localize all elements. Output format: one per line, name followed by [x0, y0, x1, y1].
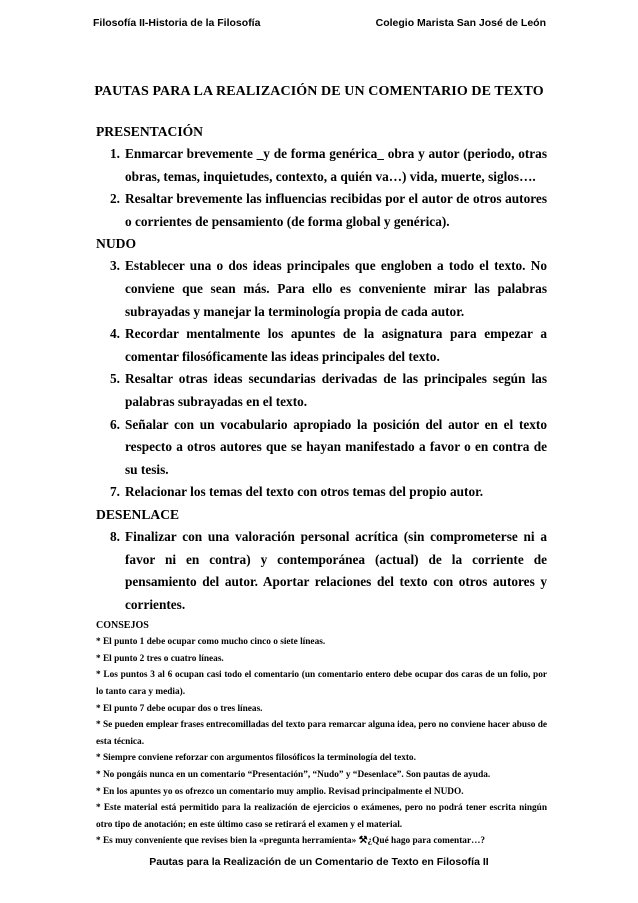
item-number: 1.: [110, 146, 120, 161]
item-text: Enmarcar brevemente _y de forma genérica_ obra y autor (periodo, otras obras, temas, inquietudes, contexto, a quién va…) vida, muerte, siglos….: [125, 146, 547, 184]
tip-item: * Este material está permitido para la realización de ejercicios o exámenes, pero no podrá tener escrita ningún otro tipo de anotación; en este último caso se retirará el examen y el material.: [96, 803, 547, 830]
item-text: Señalar con un vocabulario apropiado la posición del autor en el texto respecto a otros autores que se hayan manifestado a favor o en contra de su tesis.: [125, 416, 547, 477]
tip-item: * El punto 7 debe ocupar dos o tres líneas.: [96, 703, 263, 714]
tip-question: ¿Qué hago para comentar…?: [367, 836, 486, 847]
tip-text: * Es muy conveniente que revises bien la «pregunta herramienta»: [96, 836, 357, 847]
tip-item: * El punto 2 tres o cuatro líneas.: [96, 653, 224, 664]
item-text: Relacionar los temas del texto con otros temas del propio autor.: [125, 484, 484, 500]
page-footer: Pautas para la Realización de un Comentario de Texto en Filosofía II: [149, 856, 489, 868]
item-number: 7.: [110, 484, 120, 500]
list-item: [96, 414, 547, 482]
page-title: PAUTAS PARA LA REALIZACIÓN DE UN COMENTARIO DE TEXTO: [94, 84, 544, 99]
header-subject: Filosofía II-Historia de la Filosofía: [93, 17, 261, 29]
tip-item: * El punto 1 debe ocupar como mucho cinco o siete líneas.: [96, 637, 326, 648]
list-item: [96, 188, 547, 233]
tip-item: * Se pueden emplear frases entrecomilladas del texto para remarcar alguna idea, pero no conviene hacer abuso de esta técnica.: [96, 720, 547, 747]
item-text: Establecer una o dos ideas principales que engloben a todo el texto. No conviene que sean más. Para ello es conveniente mirar las palabras subrayadas y manejar la terminología propia de cada autor.: [125, 258, 547, 319]
section-heading-nudo: NUDO: [96, 236, 137, 252]
item-number: 3.: [110, 258, 120, 274]
item-number: 8.: [110, 528, 120, 544]
document-body: [96, 121, 547, 850]
tip-item: * Los puntos 3 al 6 ocupan casi todo el comentario (un comentario entero debe ocupar dos caras de un folio, por lo tanto cara y media).: [96, 670, 547, 698]
section-heading-desenlace: DESENLACE: [96, 506, 180, 522]
item-text: Finalizar con una valoración personal acrítica (sin comprometerse ni a favor ni en contra) y contemporánea (actual) de la corriente de pensamiento del autor. Aportar relaciones del texto con otros autores y corrientes.: [125, 528, 547, 612]
list-item: [96, 255, 547, 323]
consejos-heading: CONSEJOS: [96, 620, 149, 632]
list-item: [96, 368, 547, 413]
list-item: [96, 526, 547, 616]
tools-icon: ⚒: [358, 835, 368, 847]
item-number: 4.: [110, 326, 120, 342]
list-item: [96, 481, 547, 504]
tip-item: * En los apuntes yo os ofrezco un comentario muy amplio. Revisad principalmente el NUDO.: [96, 786, 464, 797]
tip-item: * No pongáis nunca en un comentario “Presentación”, “Nudo” y “Desenlace”. Son pautas de ayuda.: [96, 770, 491, 781]
list-item: [96, 323, 547, 368]
item-number: 2.: [110, 191, 120, 207]
item-number: 6.: [110, 416, 120, 432]
header-school: Colegio Marista San José de León: [375, 17, 546, 29]
tips-list: [96, 634, 547, 850]
item-list-desenlace: [96, 526, 547, 616]
item-text: Recordar mentalmente los apuntes de la asignatura para empezar a comentar filosóficamente las ideas principales del texto.: [125, 326, 547, 364]
item-number: 5.: [110, 371, 120, 387]
section-heading-presentacion: PRESENTACIÓN: [96, 124, 204, 139]
item-text: Resaltar otras ideas secundarias derivadas de las principales según las palabras subrayadas en el texto.: [125, 371, 547, 409]
list-item: [96, 143, 547, 188]
item-list-nudo: [96, 255, 547, 504]
tip-item: [96, 833, 547, 850]
item-list-presentacion: [96, 143, 547, 233]
tip-item: * Siempre conviene reforzar con argumentos filosóficos la terminología del texto.: [96, 753, 416, 764]
item-text: Resaltar brevemente las influencias recibidas por el autor de otros autores o corrientes de pensamiento (de forma global y genérica).: [125, 191, 547, 229]
